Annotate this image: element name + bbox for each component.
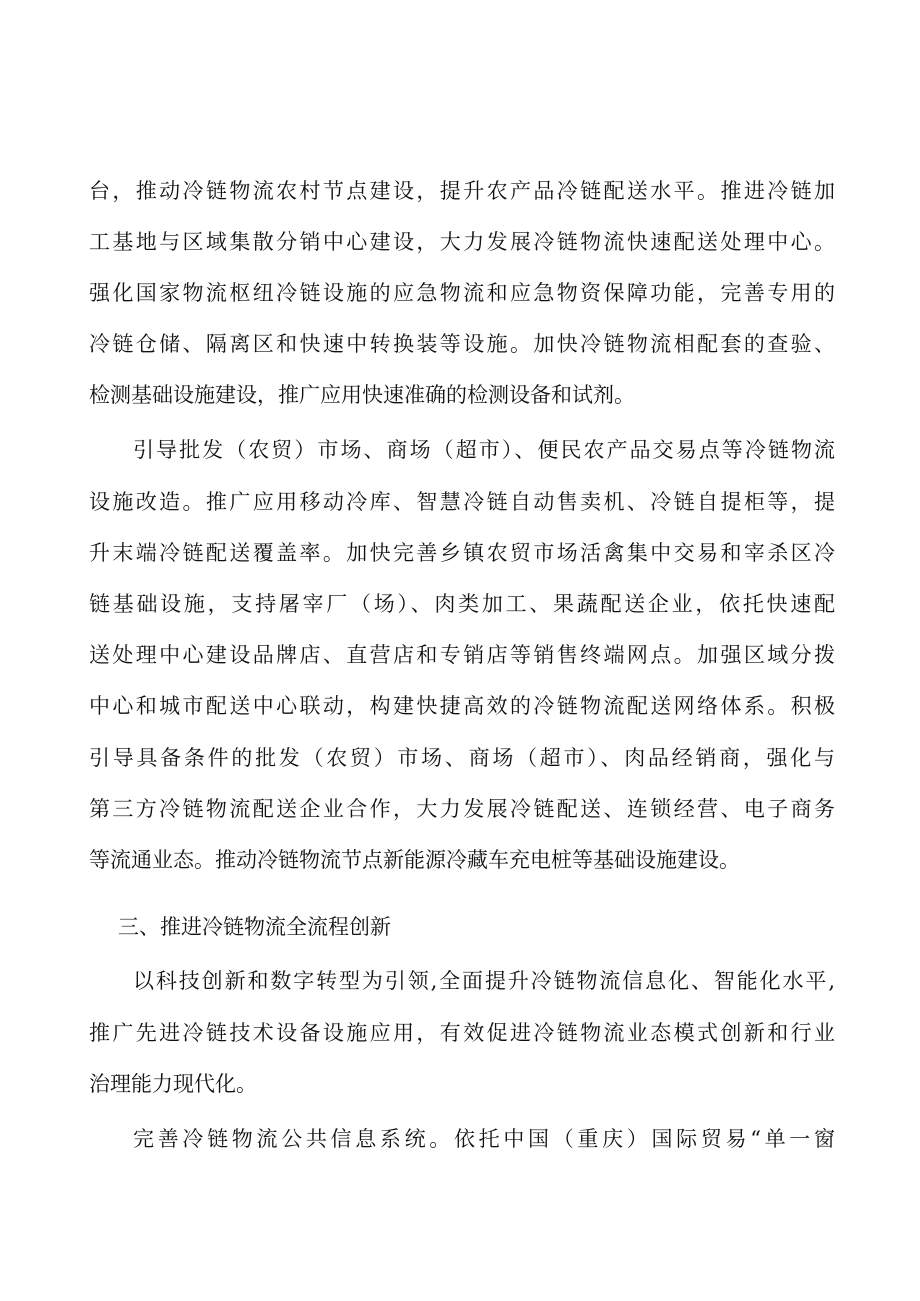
paragraph-2-line-6: 中心和城市配送中心联动，构建快捷高效的冷链物流配送网络体系。积极 [89,694,835,718]
section-heading: 三、推进冷链物流全流程创新 [118,915,391,939]
paragraph-2-line-4: 链基础设施，支持屠宰厂（场）、肉类加工、果蔬配送企业，依托快速配 [89,592,835,616]
paragraph-3-line-2: 推广先进冷链技术设备设施应用，有效促进冷链物流业态模式创新和行业 [89,1021,835,1045]
paragraph-2-line-3: 升末端冷链配送覆盖率。加快完善乡镇农贸市场活禽集中交易和宰杀区冷 [89,541,835,565]
paragraph-1-line-2: 工基地与区域集散分销中心建设，大力发展冷链物流快速配送处理中心。 [89,230,835,254]
paragraph-2-line-5: 送处理中心建设品牌店、直营店和专销店等销售终端网点。加强区域分拨 [89,643,835,667]
paragraph-1-line-1: 台，推动冷链物流农村节点建设，提升农产品冷链配送水平。推进冷链加 [89,179,835,203]
paragraph-2-line-1: 引导批发（农贸）市场、商场（超市）、便民农产品交易点等冷链物流 [133,438,835,462]
paragraph-4-line-1: 完善冷链物流公共信息系统。依托中国（重庆）国际贸易“单一窗 [133,1127,835,1151]
paragraph-2-line-7: 引导具备条件的批发（农贸）市场、商场（超市）、肉品经销商，强化与 [89,746,835,770]
paragraph-3-line-1: 以科技创新和数字转型为引领,全面提升冷链物流信息化、智能化水平, [133,969,835,993]
paragraph-3-line-3: 治理能力现代化。 [89,1072,257,1096]
paragraph-1-line-5: 检测基础设施建设，推广应用快速准确的检测设备和试剂。 [89,383,635,407]
paragraph-2-line-2: 设施改造。推广应用移动冷库、智慧冷链自动售卖机、冷链自提柜等，提 [89,490,835,514]
paragraph-2-line-8: 第三方冷链物流配送企业合作，大力发展冷链配送、连锁经营、电子商务 [89,797,835,821]
paragraph-1-line-3: 强化国家物流枢纽冷链设施的应急物流和应急物资保障功能，完善专用的 [89,281,835,305]
paragraph-2-line-9: 等流通业态。推动冷链物流节点新能源冷藏车充电桩等基础设施建设。 [89,848,740,872]
paragraph-1-line-4: 冷链仓储、隔离区和快速中转换装等设施。加快冷链物流相配套的查验、 [89,332,835,356]
